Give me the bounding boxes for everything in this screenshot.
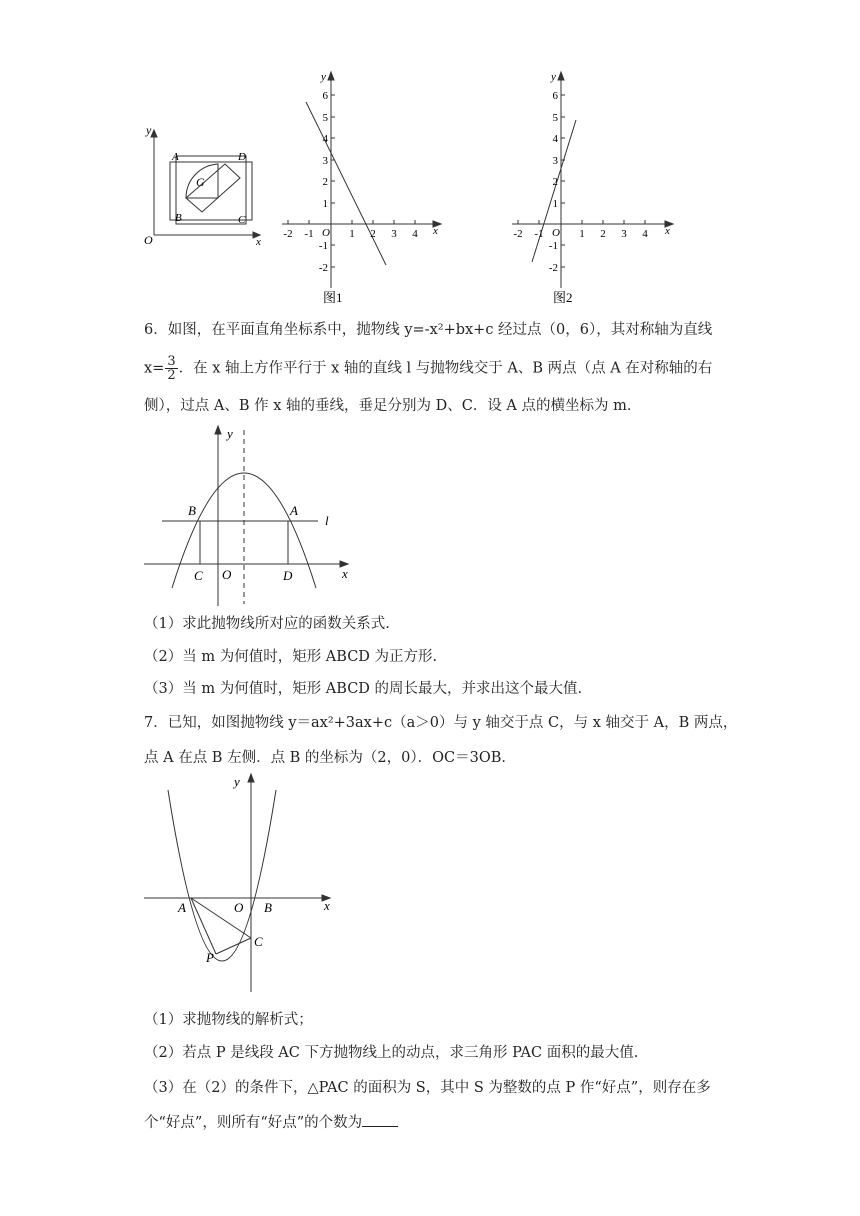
graph1-ytick: 3: [322, 155, 328, 167]
square-origin-label: O: [144, 233, 153, 247]
graph1-ytick: 6: [322, 90, 328, 102]
graph2-y-label: y: [551, 71, 556, 83]
graph1-xtick: -1: [304, 228, 314, 240]
graph1-ytick: 2: [322, 176, 328, 188]
q6-l-label: l: [325, 513, 329, 528]
graph1-xtick: 4: [412, 228, 418, 240]
q6-label-a: A: [290, 503, 298, 518]
graph2-xtick: -1: [534, 228, 544, 240]
graph2-x-label: x: [665, 225, 670, 237]
q6-line1: 6．如图，在平面直角坐标系中，抛物线 y=-x²+bx+c 经过点（0，6），其对称轴为直线: [144, 322, 713, 338]
graph2-xtick: -2: [513, 228, 523, 240]
graph2-origin-label: O: [552, 227, 560, 239]
q7-line1: 7．已知，如图抛物线 y＝ax²+3ax+c（a＞0）与 y 轴交于点 C，与 x 轴交于 A，B 两点，: [144, 715, 738, 731]
square-x-label: x: [256, 236, 261, 248]
q6-line2-pre: x=: [144, 360, 165, 377]
graph2-ytick: -2: [548, 262, 558, 274]
q7-label-b: B: [264, 900, 272, 915]
q6-label-b: B: [188, 503, 196, 518]
q7-x-label: x: [324, 898, 330, 913]
graph2-ytick: 1: [552, 198, 558, 210]
graph2-xtick: 4: [642, 228, 648, 240]
q7-parabola-figure: [140, 770, 340, 996]
graph1-ytick: 4: [322, 133, 328, 145]
q7-part4-text: 个“好点”，则所有“好点”的个数为: [144, 1115, 363, 1131]
answer-blank[interactable]: [362, 1112, 398, 1127]
graph2-xtick: 3: [621, 228, 627, 240]
graph1-x-label: x: [433, 225, 438, 237]
graph2-caption: 图2: [553, 290, 573, 305]
q6-part2: （2）当 m 为何值时，矩形 ABCD 为正方形.: [144, 649, 438, 665]
graph-2: [508, 66, 680, 308]
q6-label-d: D: [283, 568, 293, 583]
square-label-d: D: [238, 151, 246, 163]
q7-label-o: O: [234, 900, 244, 915]
q7-part2: （2）若点 P 是线段 AC 下方抛物线上的动点，求三角形 PAC 面积的最大值.: [144, 1045, 639, 1061]
graph1-ytick: -1: [318, 240, 328, 252]
q6-frac-den: 2: [167, 368, 176, 383]
graph1-xtick: 3: [391, 228, 397, 240]
graph1-ytick: 5: [322, 112, 328, 124]
graph2-ytick: 5: [552, 112, 558, 124]
square-label-a: A: [172, 151, 179, 163]
q7-label-p: P: [206, 950, 214, 965]
q6-fraction: [165, 355, 177, 382]
q6-line2: [144, 355, 712, 382]
q6-x-label: x: [342, 566, 348, 581]
q6-frac-num: 3: [167, 354, 176, 369]
q7-part3: （3）在（2）的条件下，△PAC 的面积为 S，其中 S 为整数的点 P 作“好点”，则存在多: [144, 1080, 711, 1096]
q7-part1: （1）求抛物线的解析式；: [144, 1012, 313, 1028]
q6-part1: （1）求此抛物线所对应的函数关系式.: [144, 616, 390, 632]
graph2-ytick: 6: [552, 90, 558, 102]
graph1-caption: 图1: [323, 290, 343, 305]
square-label-g: G: [196, 175, 205, 189]
q6-line2-post: ．在 x 轴上方作平行于 x 轴的直线 l 与抛物线交于 A、B 两点（点 A 在对称轴的右: [178, 360, 713, 377]
square-diagram: [140, 120, 270, 250]
graph1-ytick: -2: [318, 262, 328, 274]
square-label-b: B: [175, 212, 182, 224]
q6-line3: 侧），过点 A、B 作 x 轴的垂线，垂足分别为 D、C．设 A 点的横坐标为 m．: [144, 398, 642, 414]
graph2-xtick: 2: [600, 228, 606, 240]
graph1-xtick: -2: [283, 228, 293, 240]
graph2-ytick: -1: [548, 240, 558, 252]
graph1-xtick: 2: [370, 228, 376, 240]
q6-label-c: C: [194, 568, 203, 583]
q6-y-label: y: [227, 426, 233, 441]
q6-part3: （3）当 m 为何值时，矩形 ABCD 的周长最大，并求出这个最大值.: [144, 681, 583, 697]
q6-parabola-figure: [140, 424, 360, 610]
q7-y-label: y: [234, 774, 240, 789]
graph1-xtick: 1: [349, 228, 355, 240]
q7-label-c: C: [254, 934, 263, 949]
graph2-xtick: 1: [579, 228, 585, 240]
square-label-c: C: [238, 214, 246, 226]
graph-1: [278, 66, 448, 308]
graph2-ytick: 2: [552, 176, 558, 188]
graph1-y-label: y: [321, 71, 326, 83]
q7-label-a: A: [178, 900, 186, 915]
graph1-origin-label: O: [322, 227, 330, 239]
graph1-ytick: 1: [322, 198, 328, 210]
graph2-ytick: 4: [552, 133, 558, 145]
square-y-label: y: [146, 123, 152, 137]
graph2-ytick: 3: [552, 155, 558, 167]
q7-part4: [144, 1112, 398, 1133]
q7-line2: 点 A 在点 B 左侧．点 B 的坐标为（2，0）．OC＝3OB．: [144, 750, 516, 766]
q6-label-o: O: [222, 567, 232, 582]
